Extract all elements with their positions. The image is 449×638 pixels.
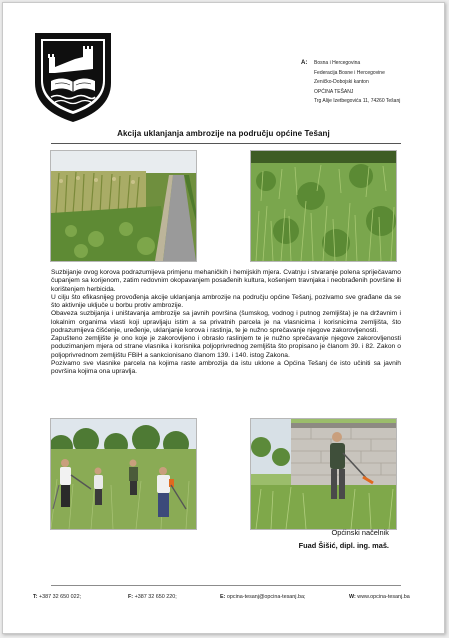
paragraph: Obaveza suzbijanja i uništavanja ambrozije sa javnih površina (šumskog, vodnog i putnog zemljišta) je na državnim i lokalnim organima vlasti koji upravljaju istim a sa privatnih parcela je na vlasnicima i korisnicima zemljišta, što podrazumijeva čišćenje, uređenje, uklanjanje korova i rastinja, te je nužno sprečavanje njegove zakorovljenosti.	[51, 310, 401, 334]
signature-name: Fuad Šišić, dipl. ing. maš.	[298, 540, 389, 550]
paragraph: Zapušteno zemljište je ono koje je zakorovljeno i obraslo raslinjem te je nužno sprečavanje njegove zakorovljenosti poduzimanjem mjera od strane vlasnika i korisnika poljoprivrednog zemljišta što propisano je članom 39. i 82. Zakon o poljoprivrednom zemljištu FBiH a sankcionisano članom 139. i 140. istog Zakona.	[51, 335, 401, 359]
email-value: opcina-tesanj@opcina-tesanj.ba;	[226, 594, 306, 600]
signature-block	[299, 527, 389, 552]
paragraph: Suzbijanje ovog korova podrazumijeva primjenu mehaničkih i hemijskih mjera. Cvatnju i stvaranje polena spriječavamo čupanjem sa korijenom, zatim redovnim okopavanjem posađenih kultura, košenjem travnjaka i neobrađenih površine ili korištenjem herbicida.	[51, 269, 401, 293]
email-label: E:	[220, 594, 226, 600]
footer-divider	[51, 585, 401, 586]
web-label: W:	[349, 594, 356, 600]
body-text	[51, 269, 401, 376]
document-page	[2, 2, 445, 634]
title-divider	[51, 143, 401, 144]
footer-phone	[33, 594, 81, 600]
photo-cornfield-roadside	[50, 150, 197, 262]
address-line: Zeničko-Dobojski kanton	[314, 79, 369, 85]
photo-workers-trimming	[50, 418, 197, 530]
address-block	[314, 59, 400, 107]
photo-worker-near-building	[250, 418, 397, 530]
footer-email	[220, 594, 305, 600]
address-line: Federacija Bosne i Hercegovine	[314, 69, 385, 76]
fax-value: +387 32 650 220;	[134, 594, 177, 600]
address-line: Bosna i Hercegovina	[314, 60, 361, 66]
address-line: OPĆINA TEŠANJ	[314, 88, 354, 95]
address-line: Trg Alije Izetbegovića 11, 74260 Tešanj	[314, 98, 401, 104]
phone-label: T:	[33, 594, 38, 600]
address-label: A:	[301, 60, 308, 66]
municipality-coat-of-arms	[33, 31, 113, 123]
web-value: www.opcina-tesanj.ba	[357, 594, 410, 600]
paragraph: U cilju što efikasnijeg provođenja akcije uklanjanja ambrozije na području općine Tešanj, pozivamo sve građane da se što aktivnije uključe u borbu protiv ambrozije.	[51, 293, 401, 309]
document-title: Akcija uklanjanja ambrozije na području općine Tešanj	[117, 129, 330, 138]
footer-web	[349, 594, 410, 600]
signature-role: Općinski načelnik	[331, 528, 389, 537]
paragraph: Pozivamo sve vlasnike parcela na kojima raste ambrozija da istu uklone a Općina Tešanj će isto učiniti sa javnih površina kojima ona upravlja.	[51, 359, 401, 375]
phone-value: +387 32 650 022;	[39, 594, 82, 600]
photo-grass-field	[250, 150, 397, 262]
footer-fax	[128, 594, 177, 600]
fax-label: F:	[128, 594, 134, 600]
